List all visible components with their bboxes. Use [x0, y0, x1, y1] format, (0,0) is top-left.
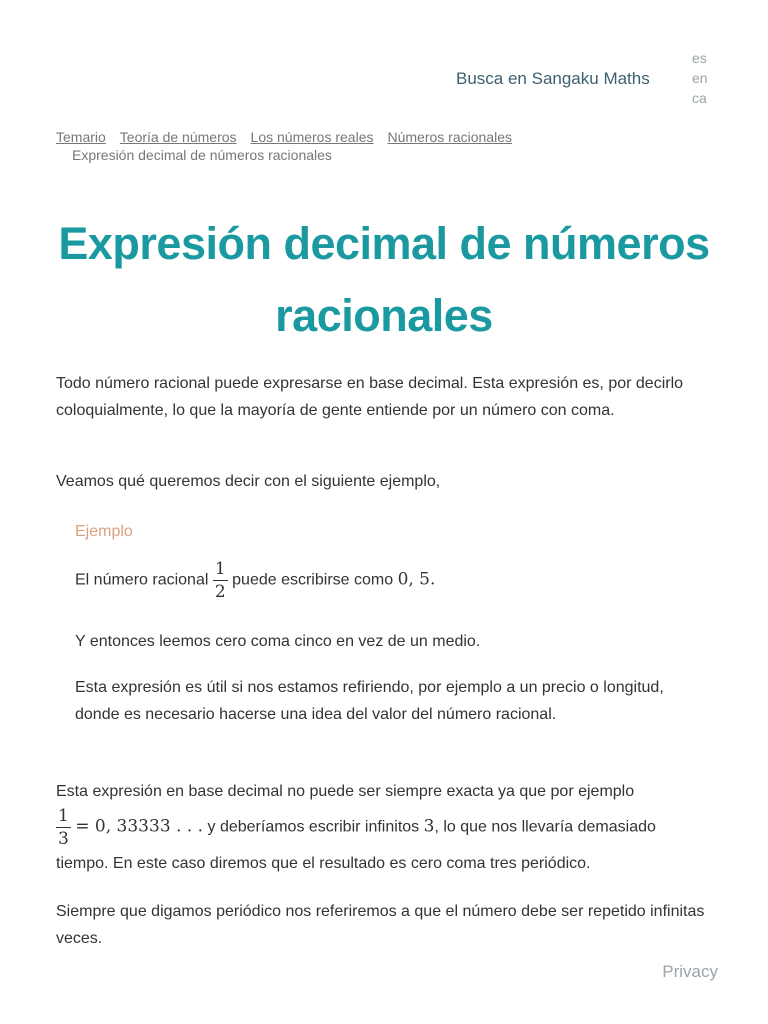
periodic-text-mid: y deberíamos escribir infinitos — [207, 818, 420, 836]
fraction-numerator: 1 — [214, 559, 226, 579]
periodic-text-after: , lo que nos llevaría demasiado tiempo. En este caso diremos que el resultado es cero coma tres periódico. — [56, 818, 656, 872]
paragraph-periodic — [56, 778, 706, 877]
lang-ca[interactable]: ca — [692, 90, 707, 106]
fraction-denominator: 2 — [214, 582, 226, 602]
privacy-link[interactable]: Privacy — [662, 962, 718, 981]
breadcrumb-current: Expresión decimal de números racionales — [72, 147, 332, 163]
search-link[interactable]: Busca en Sangaku Maths — [456, 69, 650, 88]
fraction-numerator: 1 — [58, 806, 69, 826]
breadcrumb-numeros-racionales[interactable]: Números racionales — [387, 129, 512, 145]
breadcrumb-teoria-numeros[interactable]: Teoría de números — [119, 129, 237, 145]
periodic-digit: 3 — [423, 816, 435, 837]
example-paragraph-3: Esta expresión es útil si nos estamos refiriendo, por ejemplo a un precio o longitud, donde es necesario hacerse una idea del valor del número racional. — [75, 679, 664, 723]
paragraph-periodic-definition: Siempre que digamos periódico nos referiremos a que el número debe ser repetido infinitas veces. — [56, 903, 705, 947]
fraction-one-third — [56, 805, 71, 850]
example-text-after: puede escribirse como — [232, 571, 394, 589]
paragraph-intro: Todo número racional puede expresarse en base decimal. Esta expresión es, por decirlo coloquialmente, lo que la mayoría de gente entiende por un número con coma. — [56, 375, 684, 419]
example-title: Ejemplo — [75, 523, 133, 540]
breadcrumb-temario[interactable]: Temario — [56, 129, 106, 145]
language-selector — [692, 48, 708, 108]
fraction-denominator: 3 — [58, 829, 69, 849]
example-paragraph-1 — [75, 558, 435, 603]
example-decimal-value: 0, 5. — [397, 569, 436, 590]
example-text-before: El número racional — [75, 571, 209, 589]
lang-es[interactable]: es — [692, 50, 707, 66]
fraction-one-half — [213, 558, 228, 603]
periodic-text-before: Esta expresión en base decimal no puede ser siempre exacta ya que por ejemplo — [56, 783, 635, 800]
page-title: Expresión decimal de números racionales — [58, 218, 710, 341]
lang-en[interactable]: en — [692, 70, 708, 86]
paragraph-example-lead: Veamos qué queremos decir con el siguiente ejemplo, — [56, 473, 441, 490]
breadcrumb — [56, 128, 526, 164]
periodic-decimal-expression: = 0, 33333 . . . — [75, 816, 204, 837]
example-paragraph-2: Y entonces leemos cero coma cinco en vez de un medio. — [75, 633, 481, 650]
breadcrumb-numeros-reales[interactable]: Los números reales — [250, 129, 374, 145]
